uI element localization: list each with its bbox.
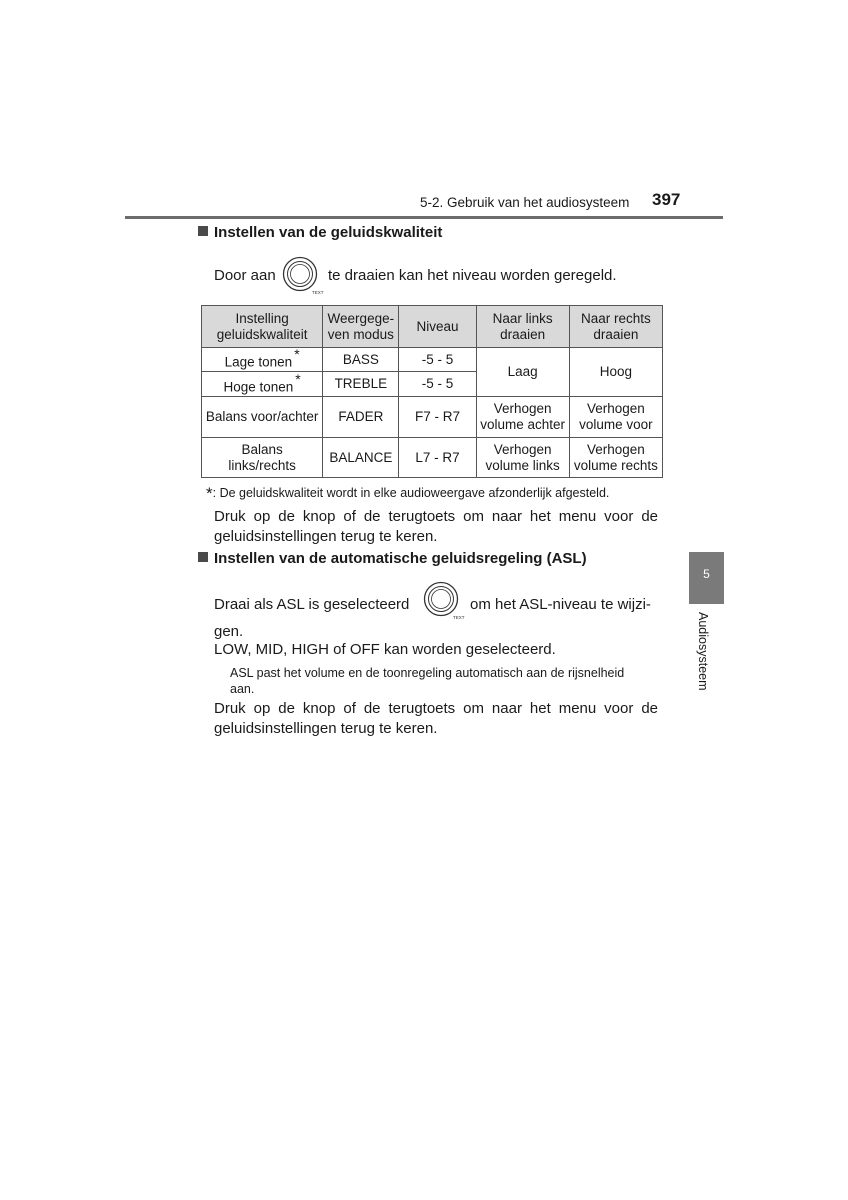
cell-turn-right: Verhogen volume rechts (569, 438, 662, 478)
section-title-asl: Instellen van de automatische geluidsregeling (ASL) (198, 550, 587, 567)
cell-mode: TREBLE (323, 372, 399, 397)
asl-note: ASL past het volume en de toonregeling automatisch aan de rijsnelheid aan. (230, 666, 625, 696)
header-cell-turn-left: Naar links draaien (476, 306, 569, 348)
cell-turn-left: Verhogen volume achter (476, 397, 569, 438)
header-divider (125, 216, 723, 219)
cell-mode: FADER (323, 397, 399, 438)
table-row (202, 438, 663, 478)
asl-text-continued: gen. (214, 623, 244, 640)
page-number: 397 (652, 190, 681, 209)
cell-mode: BALANCE (323, 438, 399, 478)
header-cell-setting: Instelling geluidskwaliteit (202, 306, 323, 348)
knob-text-label: TEXT (453, 615, 465, 620)
sound-settings-table (201, 305, 663, 478)
cell-turn-right-merged: Hoog (569, 348, 662, 397)
return-instruction-2: Druk op de knop of de terugtoets om naar het menu voor de geluidsinstellingen terug te keren. (214, 700, 658, 737)
cell-level: -5 - 5 (399, 348, 476, 372)
asl-text-before-knob: Draai als ASL is geselecteerd (214, 596, 410, 613)
tune-knob-icon (282, 256, 322, 296)
table-header-row (202, 306, 663, 348)
cell-setting: Balans voor/achter (202, 397, 323, 438)
header-cell-level: Niveau (399, 306, 476, 348)
cell-mode: BASS (323, 348, 399, 372)
cell-turn-left-merged: Laag (476, 348, 569, 397)
cell-turn-right: Verhogen volume voor (569, 397, 662, 438)
table-row (202, 348, 663, 372)
cell-setting: Hoge tonen * (202, 372, 323, 397)
cell-setting: Lage tonen * (202, 348, 323, 372)
section-title-sound-quality: Instellen van de geluidskwaliteit (198, 224, 442, 241)
running-header: 5-2. Gebruik van het audiosysteem (420, 195, 630, 210)
chapter-label: Audiosysteem (696, 612, 710, 691)
asl-options-text: LOW, MID, HIGH of OFF kan worden geselecteerd. (214, 641, 556, 658)
chapter-number: 5 (703, 567, 710, 581)
footnote-marker: * (206, 484, 213, 503)
intro-after-knob: te draaien kan het niveau worden geregeld. (328, 267, 617, 284)
cell-level: L7 - R7 (399, 438, 476, 478)
cell-level: F7 - R7 (399, 397, 476, 438)
intro-before-knob: Door aan (214, 267, 276, 284)
asl-text-after-knob: om het ASL-niveau te wijzi- (470, 596, 651, 613)
table-row (202, 397, 663, 438)
bullet-square-icon (198, 552, 208, 562)
header-cell-turn-right: Naar rechts draaien (569, 306, 662, 348)
bullet-square-icon (198, 226, 208, 236)
header-cell-mode: Weergege- ven modus (323, 306, 399, 348)
cell-setting: Balans links/rechts (202, 438, 323, 478)
table-footnote: *: De geluidskwaliteit wordt in elke audioweergave afzonderlijk afgesteld. (206, 484, 610, 503)
cell-level: -5 - 5 (399, 372, 476, 397)
knob-text-label: TEXT (312, 290, 324, 295)
cell-turn-left: Verhogen volume links (476, 438, 569, 478)
return-instruction-1: Druk op de knop of de terugtoets om naar het menu voor de geluidsinstellingen terug te keren. (214, 508, 658, 545)
tune-knob-icon (423, 581, 463, 621)
